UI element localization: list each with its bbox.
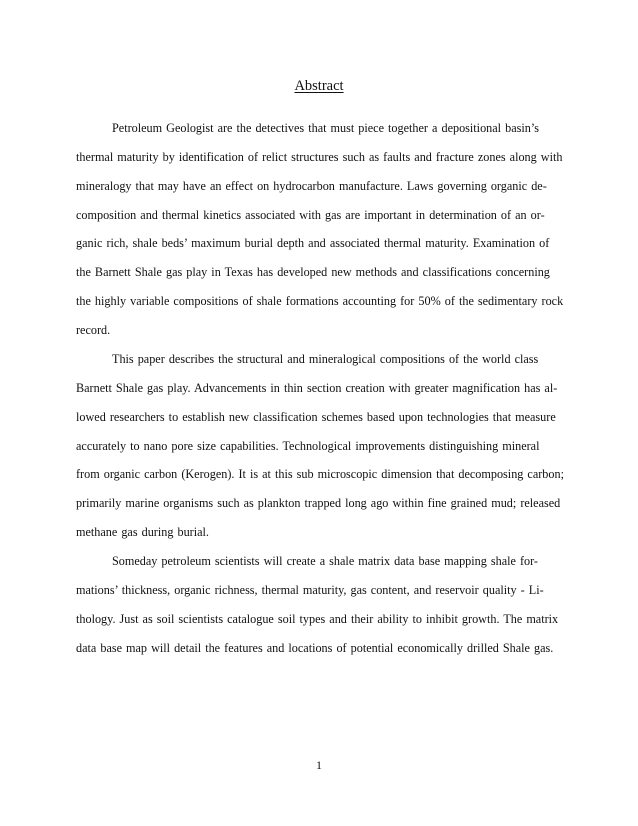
paragraph-2-line-7: methane gas during burial. xyxy=(76,525,209,539)
paragraph-2-line-5: from organic carbon (Kerogen). It is at this sub microscopic dimension that decomposing carbon; xyxy=(76,467,564,481)
paragraph-2-line-6: primarily marine organisms such as plankton trapped long ago within fine grained mud; released xyxy=(76,496,561,510)
paragraph-1-line-2: thermal maturity by identification of relict structures such as faults and fracture zones along with xyxy=(76,150,563,164)
paragraph-1-line-3: mineralogy that may have an effect on hydrocarbon manufacture. Laws governing organic de- xyxy=(76,179,547,193)
paragraph-2-line-2: Barnett Shale gas play. Advancements in thin section creation with greater magnification has al- xyxy=(76,381,558,395)
paragraph-3-line-2: mations’ thickness, organic richness, thermal maturity, gas content, and reservoir quality - Li- xyxy=(76,583,544,597)
paragraph-2-line-1: This paper describes the structural and mineralogical compositions of the world class xyxy=(112,352,539,366)
page-title: Abstract xyxy=(294,78,344,94)
paragraph-1-line-6: the Barnett Shale gas play in Texas has developed new methods and classifications concerning xyxy=(76,265,550,279)
paragraph-1-line-4: composition and thermal kinetics associated with gas are important in determination of an or- xyxy=(76,208,545,222)
paragraph-1-line-5: ganic rich, shale beds’ maximum burial depth and associated thermal maturity. Examination of xyxy=(76,236,550,250)
paragraph-1-line-7: the highly variable compositions of shale formations accounting for 50% of the sedimentary rock xyxy=(76,294,564,308)
page-number: 1 xyxy=(316,758,322,772)
paragraph-3-line-1: Someday petroleum scientists will create a shale matrix data base mapping shale for- xyxy=(112,554,538,568)
paragraph-2-line-3: lowed researchers to establish new classification schemes based upon technologies that measure xyxy=(76,410,556,424)
paragraph-1-line-8: record. xyxy=(76,323,111,337)
paragraph-3-line-3: thology. Just as soil scientists catalogue soil types and their ability to inhibit growth. The matrix xyxy=(76,612,559,626)
paragraph-3-line-4: data base map will detail the features and locations of potential economically drilled Shale gas. xyxy=(76,641,554,655)
paragraph-1-line-1: Petroleum Geologist are the detectives that must piece together a depositional basin’s xyxy=(112,121,539,135)
paragraph-2-line-4: accurately to nano pore size capabilities. Technological improvements distinguishing mineral xyxy=(76,439,540,453)
